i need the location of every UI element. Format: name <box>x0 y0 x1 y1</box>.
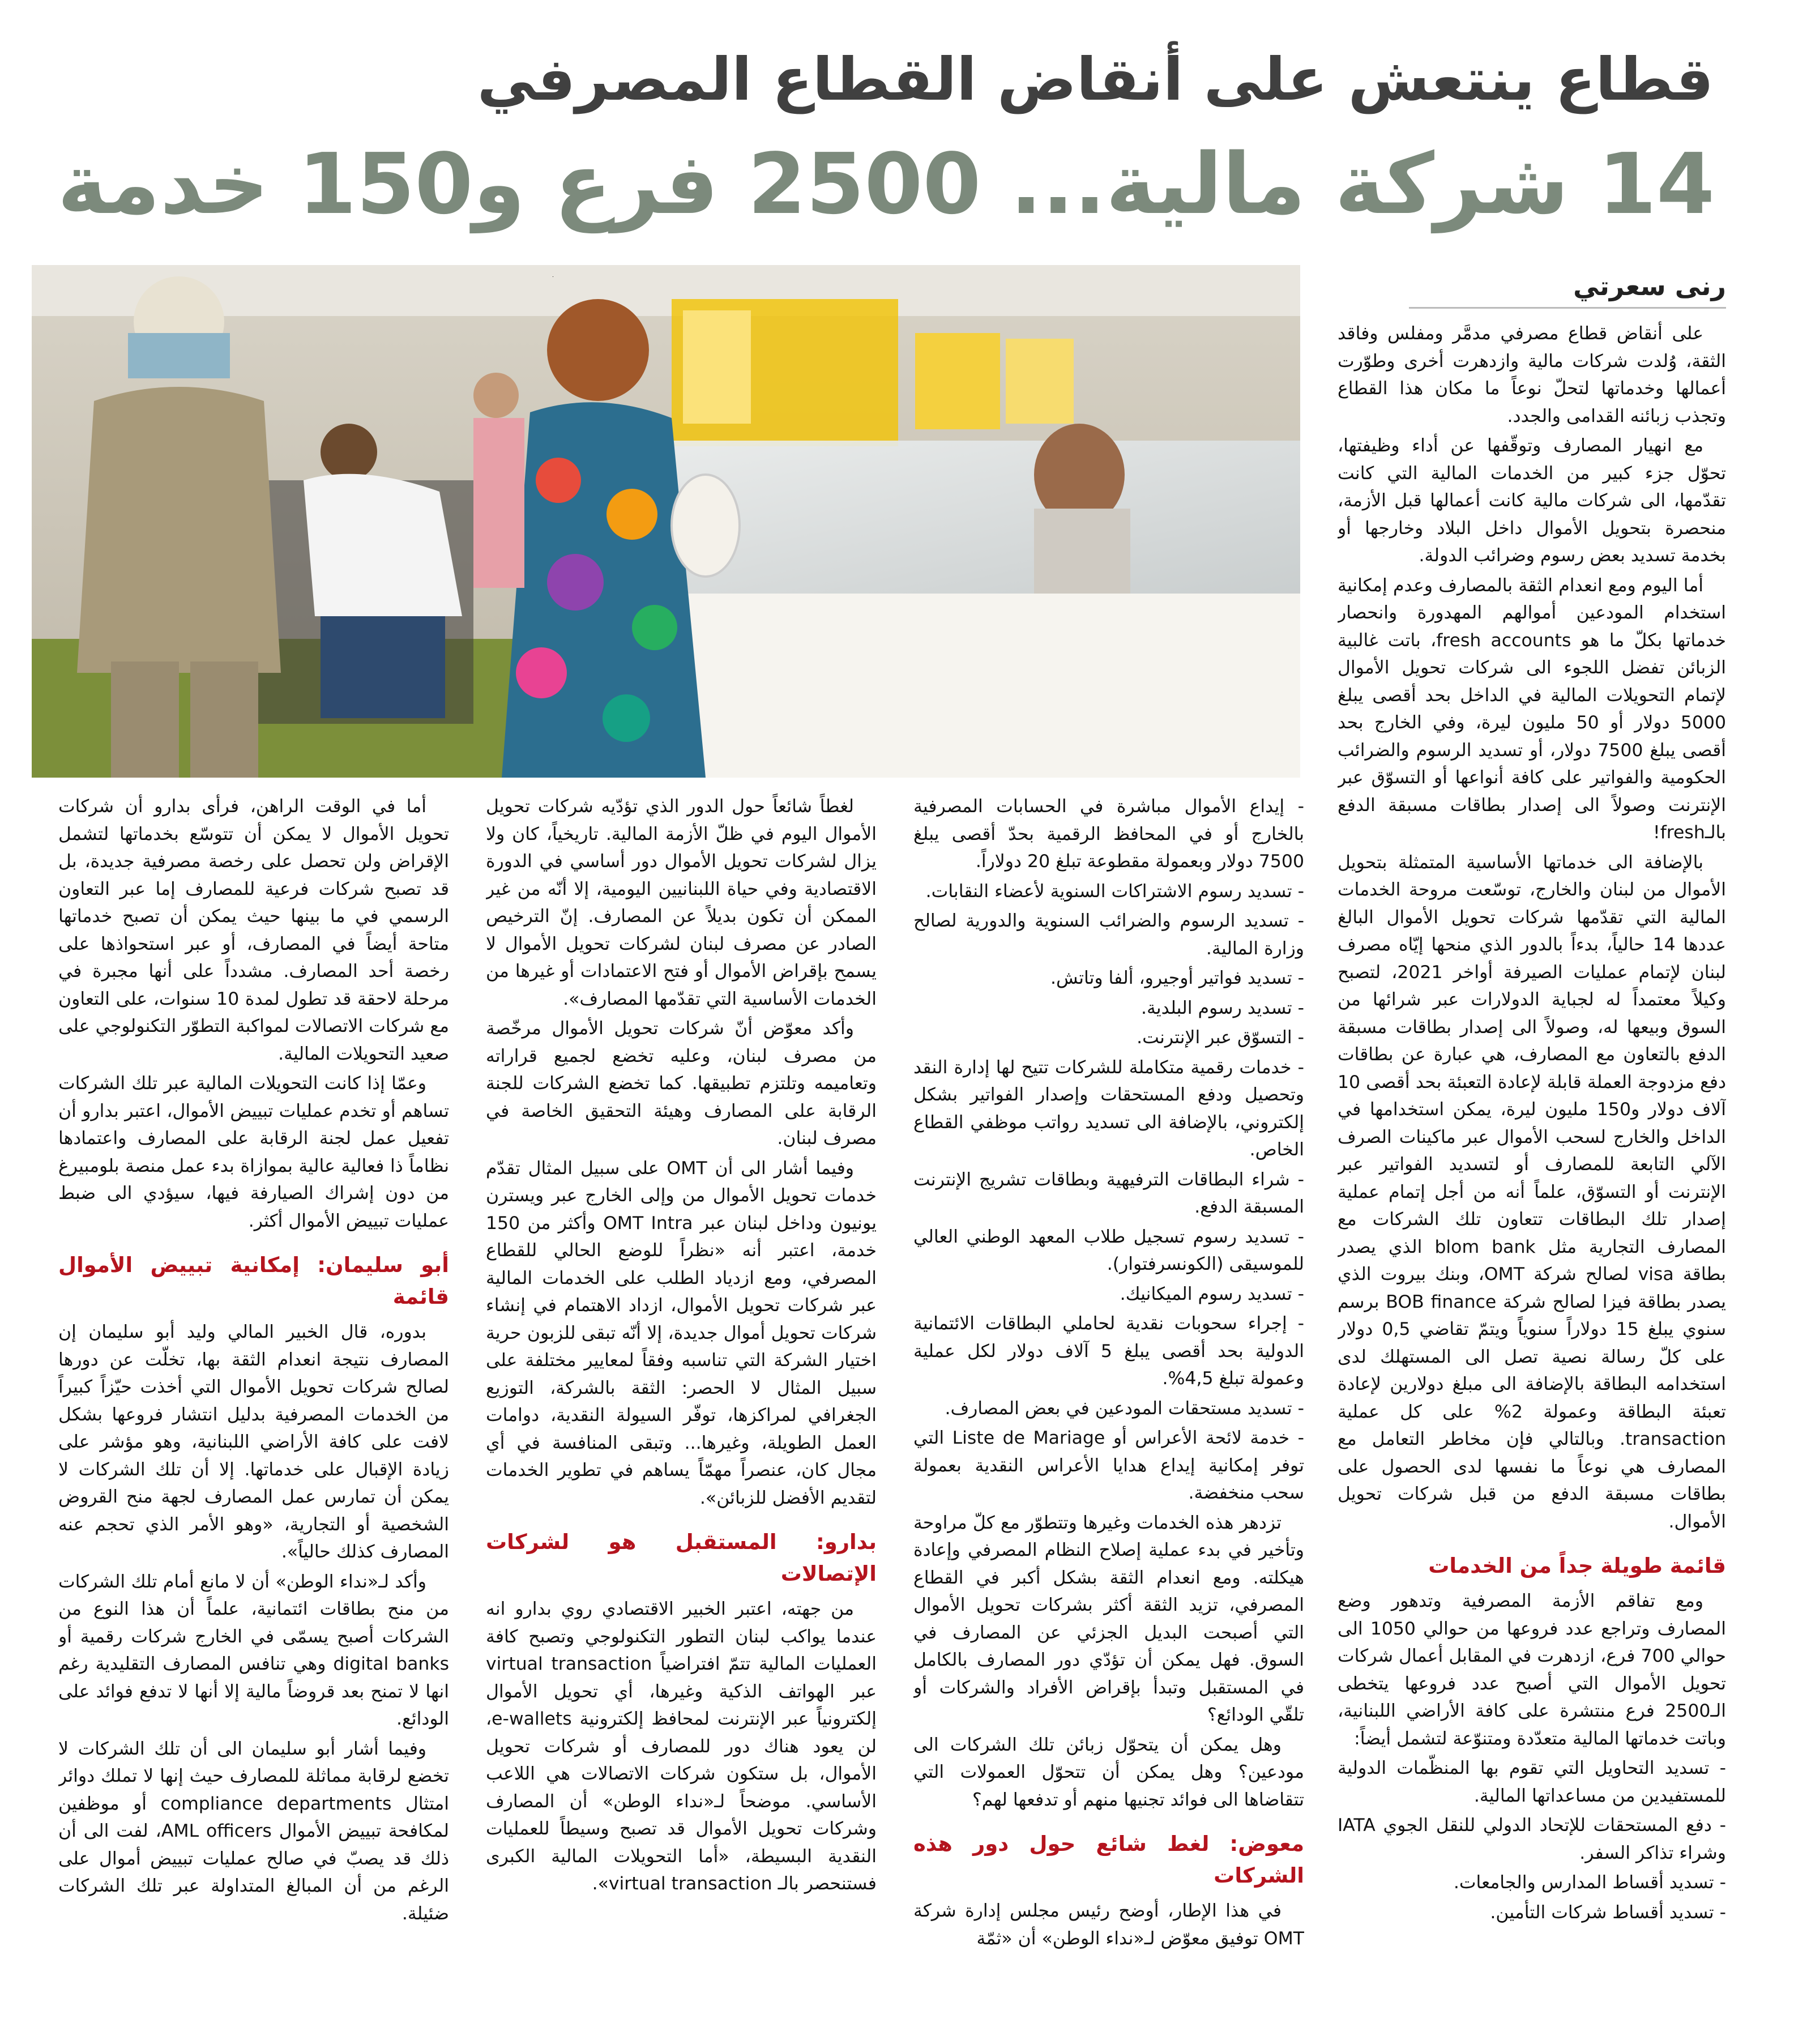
list-item: - تسديد رسوم تسجيل طلاب المعهد الوطني العالي للموسيقى (الكونسرفتوار). <box>913 1226 1304 1274</box>
list-item: - إيداع الأموال مباشرة في الحسابات المصرفية بالخارج أو في المحافظ الرقمية بحدّ أقصى يبلغ 7500 دولار وبعمولة مقطوعة تبلغ 20 دولاراً. <box>913 796 1304 872</box>
article-column-2 <box>913 793 1304 1996</box>
paragraph: من جهته، اعتبر الخبير الاقتصادي روي بدارو انه عندما يواكب لبنان التطور التكنولوجي وتصبح كافة العمليات المالية تتمّ افتراضياً virtual transaction عبر الهواتف الذكية وغيرها، أي تحويل الأموال إلكترونياً عبر الإنترنت لمحافظ إلكترونية e-wallets، لن يعود هناك دور للمصارف أو شركات تحويل الأموال، بل ستكون شركات الاتصالات هي اللاعب الأساسي. موضحاً لـ«نداء الوطن» أن المصارف وشركات تحويل الأموال قد تصبح وسيطاً للعمليات النقدية البسيطة، «أما التحويلات المالية الكبرى فستنحصر بالـ virtual transaction». <box>486 1599 877 1894</box>
photo-illustration <box>32 265 1300 778</box>
list-item: - تسديد رسوم الاشتراكات السنوية لأعضاء النقابات. <box>925 881 1304 902</box>
paragraph: على أنقاض قطاع مصرفي مدمَّر ومفلس وفاقد الثقة، وُلدت شركات مالية وازدهرت أخرى وطوّرت أعمالها وخدماتها لتحلّ نوعاً ما مكان هذا القطاع وتجذب زبائنه القدامى والجدد. <box>1338 323 1726 426</box>
list-item: - تسديد أقساط شركات التأمين. <box>1490 1902 1726 1923</box>
paragraph: مع انهيار المصارف وتوقّفها عن أداء وظيفتها، تحوّل جزء كبير من الخدمات المالية التي كانت تقدّمها، الى شركات مالية كانت أعمالها قبل الأزمة، منحصرة بتحويل الأموال داخل البلاد وخارجها أو بخدمة تسديد بعض رسوم وضرائب الدولة. <box>1338 436 1726 566</box>
paragraph: تزدهر هذه الخدمات وغيرها وتتطوّر مع كلّ مراوحة وتأخير في بدء عملية إصلاح النظام المصرفي وإعادة هيكلته. ومع انعدام الثقة بشكل أكبر في القطاع المصرفي، تزيد الثقة أكثر بشركات تحويل الأموال التي أصبحت البديل الجزئي عن المصارف في السوق. فهل يمكن أن تؤدّي دور المصارف بالكامل في المستقبل وتبدأ بإقراض الأفراد والشركات أو تلقّي الودائع؟ <box>913 1512 1304 1725</box>
paragraph: بدوره، قال الخبير المالي وليد أبو سليمان إن المصارف نتيجة انعدام الثقة بها، تخلّت عن دورها لصالح شركات تحويل الأموال التي أخذت حيّزاً كبيراً من الخدمات المصرفية بدليل انتشار فروعها بشكل لافت على كافة الأراضي اللبنانية، وهو مؤشر على زيادة الإقبال على خدماتها. إلا أن تلك الشركات لا يمكن أن تمارس عمل المصارف لجهة منح القروض الشخصية أو التجارية، «وهو الأمر الذي تحجم عنه المصارف كذلك حالياً». <box>58 1322 449 1562</box>
paragraph: وفيما أشار الى أن OMT على سبيل المثال تقدّم خدمات تحويل الأموال من وإلى الخارج عبر ويسترن يونيون وداخل لبنان عبر OMT Intra وأكثر من 150 خدمة، اعتبر أنه «نظراً للوضع الحالي للقطاع المصرفي، ومع ازدياد الطلب على الخدمات المالية عبر شركات تحويل الأموال، ازداد الاهتمام في إنشاء شركات تحويل أموال جديدة، إلا أنّه تبقى للزبون حرية اختيار الشركة التي تناسبه وفقاً لمعايير مختلفة على سبيل المثال لا الحصر: الثقة بالشركة، التوزيع الجغرافي لمراكزها، توفّر السيولة النقدية، دوامات العمل الطويلة، وغيرها... وتبقى المنافسة في أي مجال كان، عنصراً مهمّاً يساهم في تطوير الخدمات لتقديم الأفضل للزبائن». <box>486 1158 877 1508</box>
paragraph: وهل يمكن أن يتحوّل زبائن تلك الشركات الى مودعين؟ وهل يمكن أن تتحوّل العمولات التي تتقاضاها الى فوائد تجنيها منهم أو تدفعها لهم؟ <box>913 1734 1304 1810</box>
paragraph: ومع تفاقم الأزمة المصرفية وتدهور وضع المصارف وتراجع عدد فروعها من حوالي 1050 الى حوالي 700 فرع، ازدهرت في المقابل أعمال شركات تحويل الأموال التي أصبح عدد فروعها يتخطى الـ2500 فرع منتشرة على كافة الأراضي اللبنانية، وباتت خدماتها المالية متعدّدة ومتنوّعة لتشمل أيضاً: <box>1338 1591 1726 1749</box>
list-item: - دفع المستحقات للإتحاد الدولي للنقل الجوي IATA وشراء تذاكر السفر. <box>1338 1815 1726 1863</box>
section-subheading: بدارو: المستقبل هو لشركات الإتصالات <box>486 1530 877 1586</box>
list-item: - خدمة لائحة الأعراس أو Liste de Mariage التي توفر إمكانية إيداع هدايا الأعراس النقدية بعمولة سحب منخفضة. <box>913 1428 1304 1503</box>
list-item: - إجراء سحوبات نقدية لحاملي البطاقات الائتمانية الدولية بحد أقصى يبلغ 5 آلاف دولار لكل عملية وعمولة تبلغ 4,5%. <box>913 1313 1304 1389</box>
list-item: - تسديد التحاويل التي تقوم بها المنظّمات الدولية للمستفيدين من مساعداتها المالية. <box>1338 1758 1726 1806</box>
paragraph: وعمّا إذا كانت التحويلات المالية عبر تلك الشركات تساهم أو تخدم عمليات تبييض الأموال، اعتبر بدارو أن تفعيل عمل لجنة الرقابة على المصارف واعتمادها نظاماً ذا فعالية عالية بموازاة بدء عمل منصة بلومبيرغ من دون إشراك الصيارفة فيها، سيؤدي الى ضبط عمليات تبييض الأموال أكثر. <box>58 1073 449 1231</box>
list-item: - تسديد أقساط المدارس والجامعات. <box>1453 1872 1726 1893</box>
list-item: - تسديد رسوم البلدية. <box>1141 997 1304 1018</box>
section-subheading: أبو سليمان: إمكانية تبييض الأموال قائمة <box>58 1253 449 1309</box>
section-subheading: معوض: لغط شائع حول دور هذه الشركات <box>913 1832 1304 1888</box>
byline: رنى سعرتي <box>1573 271 1726 301</box>
list-item: - التسوّق عبر الإنترنت. <box>1137 1027 1304 1048</box>
paragraph: لغطاً شائعاً حول الدور الذي تؤدّيه شركات تحويل الأموال اليوم في ظلّ الأزمة المالية. تاريخياً، كان ولا يزال لشركات تحويل الأموال دور أساسي في الدورة الاقتصادية وفي حياة اللبنانيين اليومية، إلا أنّه من غير الممكن أن تكون بديلاً عن المصارف. إنّ الترخيص الصادر عن مصرف لبنان لشركات تحويل الأموال لا يسمح بإقراض الأموال أو فتح الاعتمادات أو غيرها من الخدمات الأساسية التي تقدّمها المصارف». <box>486 796 877 1009</box>
article-column-1 <box>1338 320 1726 1996</box>
byline-divider <box>1409 307 1726 309</box>
list-item: - تسديد الرسوم والضرائب السنوية والدورية لصالح وزارة المالية. <box>913 911 1304 959</box>
section-subheading: قائمة طويلة جداً من الخدمات <box>1428 1554 1726 1578</box>
news-photo <box>32 265 1300 778</box>
list-item: - تسديد فواتير أوجيرو، ألفا وتاتش. <box>1050 968 1304 988</box>
article-column-3 <box>486 793 877 1996</box>
list-item: - تسديد مستحقات المودعين في بعض المصارف. <box>945 1398 1304 1419</box>
list-item: - شراء البطاقات الترفيهية وبطاقات تشريج الإنترنت المسبقة الدفع. <box>913 1169 1304 1217</box>
article-column-4 <box>58 793 449 1996</box>
paragraph: أما اليوم ومع انعدام الثقة بالمصارف وعدم إمكانية استخدام المودعين أموالهم المهدورة وانحصار خدماتها بكلّ ما هو fresh accounts، باتت غالبية الزبائن تفضل اللجوء الى شركات تحويل الأموال لإتمام التحويلات المالية في الداخل بحد أقصى يبلغ 5000 دولار أو 50 مليون ليرة، وفي الخارج بحد أقصى يبلغ 7500 دولار، أو تسديد الرسوم والضرائب الحكومية والفواتير على كافة أنواعها أو التسوّق عبر الإنترنت وصولاً الى إصدار بطاقات مسبقة الدفع بالـfresh! <box>1338 575 1726 843</box>
paragraph: أما في الوقت الراهن، فرأى بدارو أن شركات تحويل الأموال لا يمكن أن تتوسّع بخدماتها لتشمل الإقراض ولن تحصل على رخصة مصرفية جديدة، بل قد تصبح شركات فرعية للمصارف إما عبر التعاون الرسمي في ما بينها حيث يمكن أن تصبح خدماتها متاحة أيضاً في المصارف، أو عبر استحواذها على رخصة أحد المصارف. مشدداً على أنها مجبرة في مرحلة لاحقة قد تطول لمدة 10 سنوات، على التعاون مع شركات الاتصالات لمواكبة التطوّر التكنولوجي على صعيد التحويلات المالية. <box>58 796 449 1064</box>
paragraph: بالإضافة الى خدماتها الأساسية المتمثلة بتحويل الأموال من لبنان والخارج، توسّعت مروحة الخدمات المالية التي تقدّمها شركات تحويل الأموال البالغ عددها 14 حالياً، بدءاً بالدور الذي منحها إيّاه مصرف لبنان لإتمام عمليات الصيرفة أواخر 2021، لتصبح وكيلاً معتمداً له لجباية الدولارات عبر شرائها من السوق وبيعها له، وصولاً الى إصدار بطاقات مسبقة الدفع بالتعاون مع المصارف، هي عبارة عن بطاقات دفع مزدوجة العملة قابلة لإعادة التعبئة بحد أقصى 10 آلاف دولار و150 مليون ليرة، يمكن استخدامها في الداخل والخارج لسحب الأموال عبر ماكينات الصرف الآلي التابعة للمصارف أو لتسديد الفواتير عبر الإنترنت أو التسوّق، علماً أنه من أجل إتمام عملية إصدار تلك البطاقات تتعاون تلك الشركات مع المصارف التجارية مثل blom bank الذي يصدر بطاقة visa لصالح شركة OMT، وبنك بيروت الذي يصدر بطاقة فيزا لصالح شركة BOB finance برسم سنوي يبلغ 15 دولاراً سنوياً ويتمّ تقاضي 0,5 دولار على كلّ رسالة نصية تصل الى المستهلك لدى استخدامه البطاقة بالإضافة الى مبلغ دولارين لإعادة تعبئة البطاقة وعمولة 2% على كل عملية transaction. وبالتالي فإن مخاطر التعامل مع المصارف هي نوعاً ما نفسها لدى الحصول على بطاقات مسبقة الدفع من قبل شركات تحويل الأموال. <box>1338 852 1726 1532</box>
list-item: - تسديد رسوم الميكانيك. <box>1120 1283 1304 1304</box>
paragraph: في هذا الإطار، أوضح رئيس مجلس إدارة شركة OMT توفيق معوّض لـ«نداء الوطن» أن «ثمّة <box>913 1901 1304 1949</box>
headline-title: 14 شركة مالية... 2500 فرع و150 خدمة <box>57 135 1715 233</box>
paragraph: وفيما أشار أبو سليمان الى أن تلك الشركات لا تخضع لرقابة مماثلة للمصارف حيث إنها لا تملك دوائر امتثال compliance departments أو موظفين لمكافحة تبييض الأموال AML officers، لفت الى أن ذلك قد يصبّ في صالح عمليات تبييض أموال على الرغم من أن المبالغ المتداولة عبر تلك الشركات ضئيلة. <box>58 1738 449 1924</box>
list-item: - خدمات رقمية متكاملة للشركات تتيح لها إدارة النقد وتحصيل ودفع المستحقات وإصدار الفواتير بشكل إلكتروني، بالإضافة الى تسديد رواتب موظفي القطاع الخاص. <box>913 1057 1304 1160</box>
paragraph: وأكد معوّض أنّ شركات تحويل الأموال مرخّصة من مصرف لبنان، وعليه تخضع لجميع قراراته وتعاميمه وتلتزم تطبيقها. كما تخضع الشركات للجنة الرقابة على المصارف وهيئة التحقيق الخاصة في مصرف لبنان. <box>486 1018 877 1149</box>
paragraph: وأكد لـ«نداء الوطن» أن لا مانع أمام تلك الشركات من منح بطاقات ائتمانية، علماً أن هذا النوع من الشركات أصبح يسمّى في الخارج شركات رقمية أو digital banks وهي تنافس المصارف التقليدية رغم انها لا تمنح بعد قروضاً مالية إلا أنها لا تدفع فوائد على الودائع. <box>58 1571 449 1729</box>
headline-kicker: قطاع ينتعش على أنقاض القطاع المصرفي <box>477 45 1714 114</box>
